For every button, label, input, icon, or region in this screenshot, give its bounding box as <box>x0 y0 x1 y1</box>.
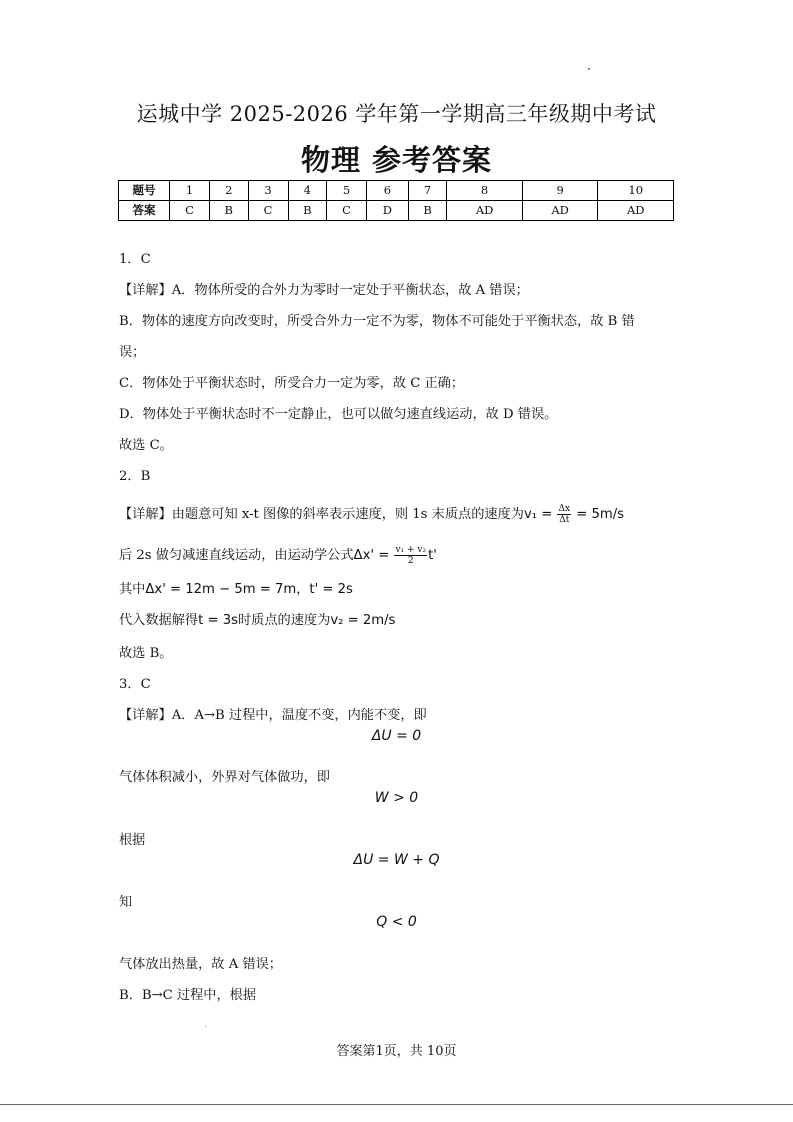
q-number: 5 <box>327 181 367 201</box>
q3-eq3: ΔU = W + Q <box>353 852 440 868</box>
q1-line1: 【详解】A．物体所受的合外力为零时一定处于平衡状态，故 A 错误； <box>119 283 529 298</box>
q-number: 9 <box>522 181 598 201</box>
q-answer: AD <box>447 201 523 221</box>
q-answer: C <box>170 201 210 221</box>
q-answer: C <box>248 201 288 221</box>
q1-line2: B．物体的速度方向改变时，所受合外力一定不为零，物体不可能处于平衡状态，故 B 错 <box>119 314 635 329</box>
fraction-v-sum <box>394 545 427 566</box>
q-number: 10 <box>598 181 674 201</box>
q2-head: 2．B <box>119 469 151 484</box>
q3-eq2: W > 0 <box>374 790 419 806</box>
q-number: 4 <box>288 181 327 201</box>
page-footer: 答案第1页，共 10页 <box>336 1044 457 1059</box>
q3-line6: B．B→C 过程中，根据 <box>119 988 257 1003</box>
q-answer: B <box>408 201 447 221</box>
q-number: 1 <box>170 181 210 201</box>
q2-line3-text: 其中 <box>119 582 146 597</box>
q-answer: B <box>288 201 327 221</box>
q3-eq1: ΔU = 0 <box>371 728 422 744</box>
q2-conclusion: 故选 B。 <box>119 646 173 661</box>
q3-line1: 【详解】A．A→B 过程中，温度不变，内能不变，即 <box>119 708 427 723</box>
q3-line2: 气体体积减小，外界对气体做功，即 <box>119 770 330 785</box>
q3-line3: 根据 <box>119 833 146 848</box>
question-number-row <box>119 181 674 201</box>
q-number: 6 <box>367 181 409 201</box>
q-number: 8 <box>447 181 523 201</box>
q1-head: 1．C <box>119 252 151 267</box>
frac-denominator: Δt <box>559 515 570 525</box>
frac-numerator: v₁ + v₂ <box>395 545 427 555</box>
fraction-dx-dt <box>557 504 571 525</box>
q2-line2 <box>119 545 437 566</box>
q2-line4-text-b: 时质点的速度为 <box>238 613 331 628</box>
q-number: 7 <box>408 181 447 201</box>
q2-line3 <box>119 580 353 600</box>
row-label-number: 题号 <box>119 181 170 201</box>
q-number: 3 <box>248 181 288 201</box>
answer-key-title: 物理 参考答案 <box>300 143 493 177</box>
q3-head: 3．C <box>119 677 151 692</box>
answer-row <box>119 201 674 221</box>
q1-line3: 误； <box>119 345 146 360</box>
q-answer: B <box>210 201 249 221</box>
q1-line5: D．物体处于平衡状态时不一定静止，也可以做匀速直线运动，故 D 错误。 <box>119 407 558 422</box>
q2-line1 <box>119 504 624 525</box>
q2-line4-text-a: 代入数据解得 <box>119 613 199 628</box>
q2-line2-rhs: t' <box>428 548 437 563</box>
q2-line2-text: 后 2s 做匀减速直线运动，由运动学公式 <box>119 548 354 563</box>
answer-table <box>118 180 674 221</box>
q-answer: AD <box>522 201 598 221</box>
exam-title: 运城中学 2025-2026 学年第一学期高三年级期中考试 <box>136 102 657 126</box>
q3-line4: 知 <box>119 895 133 910</box>
q-answer: AD <box>598 201 674 221</box>
q-number: 2 <box>210 181 249 201</box>
q1-line4: C．物体处于平衡状态时，所受合力一定为零，故 C 正确； <box>119 376 465 391</box>
q-answer: D <box>367 201 409 221</box>
q2-line4-math-a: t = 3s <box>198 613 238 628</box>
q2-line1-text: 【详解】由题意可知 x-t 图像的斜率表示速度，则 1s 末质点的速度为 <box>119 507 524 522</box>
row-label-answer: 答案 <box>119 201 170 221</box>
q-answer: C <box>327 201 367 221</box>
frac-numerator: Δx <box>558 504 571 514</box>
q3-eq4: Q < 0 <box>376 914 417 930</box>
q2-line2-lhs: Δx' = <box>353 548 394 563</box>
q1-conclusion: 故选 C。 <box>119 438 173 453</box>
q2-line1-lhs: v₁ = <box>523 507 557 522</box>
frac-denominator: 2 <box>407 556 414 566</box>
page-bottom-border <box>0 1104 793 1105</box>
q2-line1-rhs: = 5m/s <box>572 507 625 522</box>
q3-line5: 气体放出热量，故 A 错误； <box>119 957 282 972</box>
page-mark <box>205 1026 206 1027</box>
q2-line4 <box>119 611 395 631</box>
q2-line3-math: Δx' = 12m − 5m = 7m，t' = 2s <box>145 582 353 597</box>
corner-mark <box>588 68 590 70</box>
q2-line4-math-b: v₂ = 2m/s <box>330 613 396 628</box>
